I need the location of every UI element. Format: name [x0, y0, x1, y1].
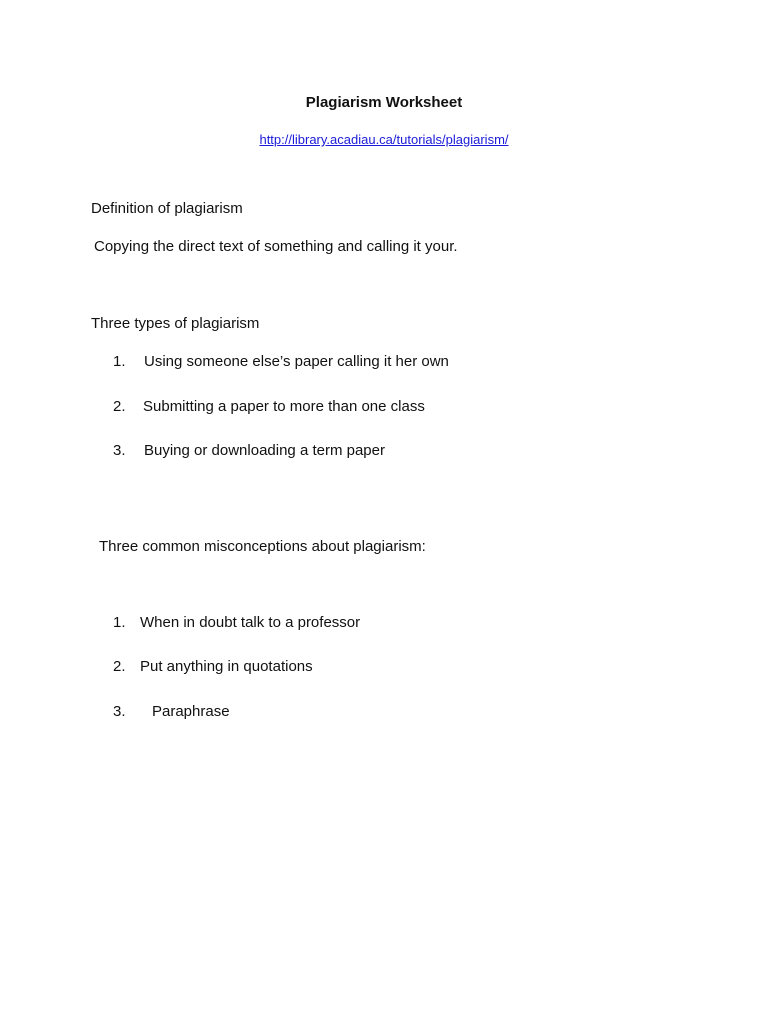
tutorial-link[interactable]: http://library.acadiau.ca/tutorials/plagiarism/ [259, 132, 509, 147]
list-number: 2. [113, 658, 126, 675]
types-heading: Three types of plagiarism [91, 315, 260, 332]
types-list-item [113, 353, 449, 370]
list-number: 3. [113, 442, 126, 459]
list-item-text: Buying or downloading a term paper [144, 442, 385, 459]
misconceptions-list-item [113, 658, 313, 675]
definition-text: Copying the direct text of something and calling it your. [94, 238, 458, 255]
list-item-text: Using someone else’s paper calling it her own [144, 353, 449, 370]
list-item-text: Put anything in quotations [140, 658, 313, 675]
list-item-text: When in doubt talk to a professor [140, 614, 361, 631]
list-number: 2. [113, 398, 126, 415]
misconceptions-heading: Three common misconceptions about plagiarism: [99, 538, 426, 555]
list-item-text: Paraphrase [152, 703, 230, 720]
types-list-item [113, 398, 425, 415]
types-list-item [113, 442, 385, 459]
list-number: 1. [113, 353, 126, 370]
page-title: Plagiarism Worksheet [305, 94, 463, 111]
definition-heading: Definition of plagiarism [91, 200, 243, 217]
list-number: 3. [113, 703, 126, 720]
list-item-text: Submitting a paper to more than one class [143, 398, 425, 415]
misconceptions-list-item [113, 614, 360, 631]
list-number: 1. [113, 614, 126, 631]
misconceptions-list-item [113, 703, 230, 720]
